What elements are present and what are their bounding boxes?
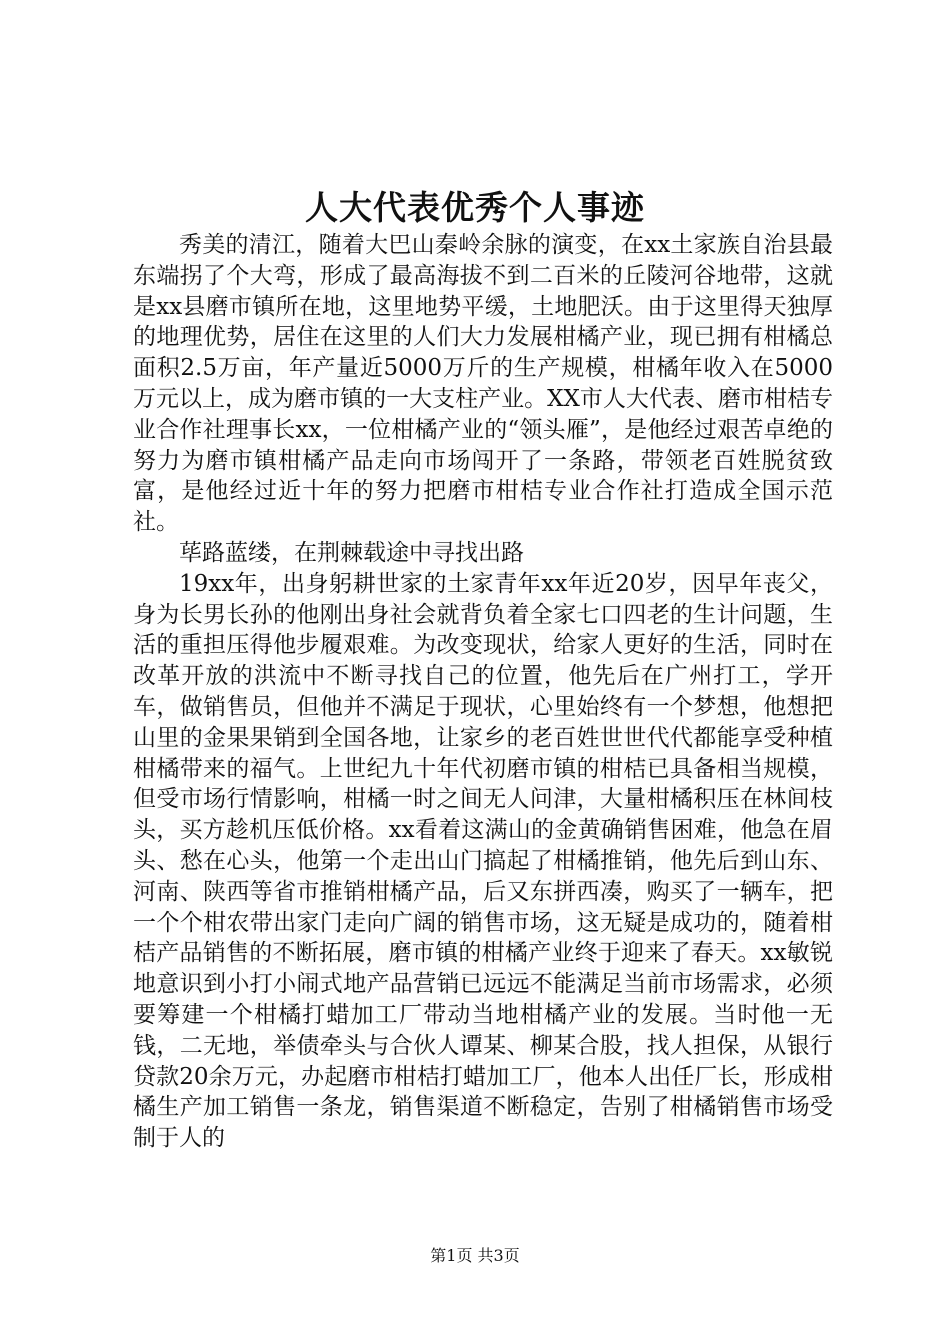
paragraph-intro: 秀美的清江，随着大巴山秦岭余脉的演变，在xx土家族自治县最东端拐了个大弯，形成了最高海拔不到二百米的丘陵河谷地带，这就是xx县磨市镇所在地，这里地势平缓，土地肥沃。由于这里得天独厚的地理优势，居住在这里的人们大力发展柑橘产业，现已拥有柑橘总面积2.5万亩，年产量近5000万斤的生产规模，柑橘年收入在5000万元以上，成为磨市镇的一大支柱产业。XX市人大代表、磨市柑桔专业合作社理事长xx，一位柑橘产业的“领头雁”，是他经过艰苦卓绝的努力为磨市镇柑橘产品走向市场闯开了一条路，带领老百姓脱贫致富，是他经过近十年的努力把磨市柑桔专业合作社打造成全国示范社。 <box>133 232 833 536</box>
page-footer: 第1页 共3页 <box>430 1246 520 1265</box>
section-heading: 荜路蓝缕，在荆棘载途中寻找出路 <box>179 539 524 566</box>
paragraph-story: 19xx年，出身躬耕世家的土家青年xx年近20岁，因早年丧父，身为长男长孙的他刚出身社会就背负着全家七口四老的生计问题，生活的重担压得他步履艰难。为改变现状，给家人更好的生活，同时在改革开放的洪流中不断寻找自己的位置，他先后在广州打工，学开车，做销售员，但他并不满足于现状，心里始终有一个梦想，他想把山里的金果果销到全国各地，让家乡的老百姓世世代代都能享受种植柑橘带来的福气。上世纪九十年代初磨市镇的柑桔已具备相当规模，但受市场行情影响，柑橘一时之间无人问津，大量柑橘积压在林间枝头，买方趁机压低价格。xx看着这满山的金黄确销售困难，他急在眉头、愁在心头，他第一个走出山门搞起了柑橘推销，他先后到山东、河南、陕西等省市推销柑橘产品，后又东拼西凑，购买了一辆车，把一个个柑农带出家门走向广阔的销售市场，这无疑是成功的，随着柑桔产品销售的不断拓展，磨市镇的柑橘产业终于迎来了春天。xx敏锐地意识到小打小闹式地产品营销已远远不能满足当前市场需求，必须要筹建一个柑橘打蜡加工厂带动当地柑橘产业的发展。当时他一无钱，二无地，举债牵头与合伙人谭某、柳某合股，找人担保，从银行贷款20余万元，办起磨市柑桔打蜡加工厂，他本人出任厂长，形成柑橘生产加工销售一条龙，销售渠道不断稳定，告别了柑橘销售市场受制于人的 <box>133 570 833 1152</box>
document-title: 人大代表优秀个人事迹 <box>305 188 645 227</box>
document-body <box>133 230 833 1154</box>
